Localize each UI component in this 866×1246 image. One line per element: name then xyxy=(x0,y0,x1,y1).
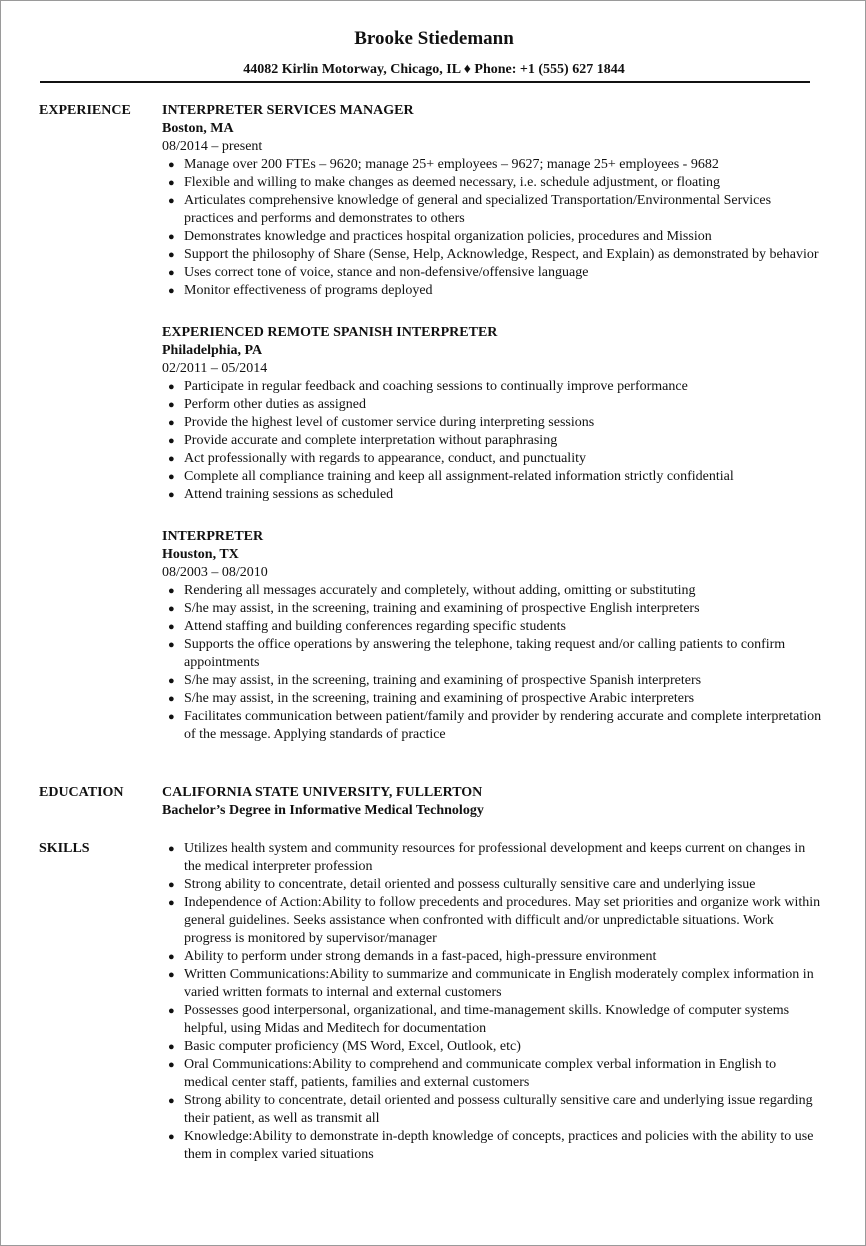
bullet-icon: ● xyxy=(168,435,175,447)
bullet-icon: ● xyxy=(168,417,175,429)
bullet-icon: ● xyxy=(168,951,175,963)
bullet-text: Support the philosophy of Share (Sense, Help, Acknowledge, Respect, and Explain) as demonstrated by behavior xyxy=(184,247,819,262)
bullet-icon: ● xyxy=(168,285,175,297)
bullet-text: Manage over 200 FTEs – 9620; manage 25+ employees – 9627; manage 25+ employees - 9682 xyxy=(184,157,719,172)
bullet-text: Strong ability to concentrate, detail oriented and possess culturally sensitive care and underlying issue xyxy=(184,877,756,892)
bullet-item xyxy=(162,1092,822,1128)
bullet-text: Oral Communications:Ability to comprehend and communicate complex verbal information in English to medical center staff, patients, families and external customers xyxy=(184,1057,777,1090)
bullet-item xyxy=(162,618,822,636)
bullet-item xyxy=(162,636,822,672)
bullet-icon: ● xyxy=(168,621,175,633)
bullet-item xyxy=(162,228,822,246)
bullet-icon: ● xyxy=(168,177,175,189)
bullet-icon: ● xyxy=(168,453,175,465)
experience-body xyxy=(162,102,822,768)
experience-heading: EXPERIENCE xyxy=(39,103,131,118)
bullet-item xyxy=(162,156,822,174)
bullet-icon: ● xyxy=(168,231,175,243)
job-title: INTERPRETER xyxy=(162,529,264,544)
bullet-item xyxy=(162,1002,822,1038)
bullet-icon: ● xyxy=(168,399,175,411)
bullet-item xyxy=(162,264,822,282)
bullet-item xyxy=(162,948,822,966)
bullet-icon: ● xyxy=(168,603,175,615)
bullet-text: Facilitates communication between patient/family and provider by rendering accurate and complete interpretation of the message. Applying standards of practice xyxy=(184,709,822,742)
job-location: Houston, TX xyxy=(162,547,239,562)
bullet-icon: ● xyxy=(168,267,175,279)
bullet-item xyxy=(162,396,822,414)
bullet-item xyxy=(162,966,822,1002)
bullet-text: Basic computer proficiency (MS Word, Excel, Outlook, etc) xyxy=(184,1039,521,1054)
bullet-item xyxy=(162,414,822,432)
bullet-item xyxy=(162,708,822,744)
bullet-icon: ● xyxy=(168,585,175,597)
bullet-item xyxy=(162,174,822,192)
bullet-item xyxy=(162,468,822,486)
bullet-icon: ● xyxy=(168,879,175,891)
bullet-item xyxy=(162,1056,822,1092)
bullet-item xyxy=(162,840,822,876)
bullet-text: S/he may assist, in the screening, training and examining of prospective English interpreters xyxy=(184,601,700,616)
bullet-icon: ● xyxy=(168,159,175,171)
bullet-icon: ● xyxy=(168,639,175,651)
job-dates: 02/2011 – 05/2014 xyxy=(162,361,268,376)
job-location: Philadelphia, PA xyxy=(162,343,263,358)
bullet-icon: ● xyxy=(168,489,175,501)
skills-bullets xyxy=(162,840,822,1164)
candidate-name: Brooke Stiedemann xyxy=(354,28,514,49)
bullet-text: Uses correct tone of voice, stance and non-defensive/offensive language xyxy=(184,265,589,280)
bullet-text: Independence of Action:Ability to follow precedents and procedures. May set priorities and organize work within general guidelines. Seeks assistance when confronted with difficult and/or unpredictable situations. Work progress is monitored by supervisor/manager xyxy=(184,895,821,946)
bullet-item xyxy=(162,1038,822,1056)
bullet-item xyxy=(162,282,822,300)
bullet-item xyxy=(162,450,822,468)
job-title: INTERPRETER SERVICES MANAGER xyxy=(162,103,414,118)
bullet-icon: ● xyxy=(168,1059,175,1071)
bullet-text: Participate in regular feedback and coaching sessions to continually improve performance xyxy=(184,379,688,394)
bullet-item xyxy=(162,246,822,264)
bullet-icon: ● xyxy=(168,969,175,981)
bullet-text: Utilizes health system and community resources for professional development and keeps current on changes in the medical interpreter profession xyxy=(184,841,806,874)
bullet-text: Perform other duties as assigned xyxy=(184,397,366,412)
job-entry xyxy=(162,324,822,504)
bullet-icon: ● xyxy=(168,471,175,483)
bullet-text: Ability to perform under strong demands in a fast-paced, high-pressure environment xyxy=(184,949,657,964)
bullet-icon: ● xyxy=(168,675,175,687)
bullet-text: Attend training sessions as scheduled xyxy=(184,487,394,502)
bullet-item xyxy=(162,378,822,396)
bullet-icon: ● xyxy=(168,693,175,705)
bullet-text: Provide the highest level of customer service during interpreting sessions xyxy=(184,415,595,430)
bullet-text: Monitor effectiveness of programs deployed xyxy=(184,283,433,298)
bullet-text: Provide accurate and complete interpretation without paraphrasing xyxy=(184,433,558,448)
bullet-icon: ● xyxy=(168,195,175,207)
skills-heading: SKILLS xyxy=(39,841,90,856)
skills-body xyxy=(162,840,822,1164)
bullet-text: Possesses good interpersonal, organizational, and time-management skills. Knowledge of computer systems helpful, using Midas and Meditech for documentation xyxy=(184,1003,790,1036)
bullet-text: Rendering all messages accurately and completely, without adding, omitting or substituting xyxy=(184,583,696,598)
bullet-text: Articulates comprehensive knowledge of general and specialized Transportation/Environmental Services practices and performs and demonstrates to others xyxy=(184,193,772,226)
bullet-item xyxy=(162,600,822,618)
job-location: Boston, MA xyxy=(162,121,234,136)
bullet-icon: ● xyxy=(168,249,175,261)
education-heading: EDUCATION xyxy=(39,785,124,800)
bullet-text: Strong ability to concentrate, detail oriented and possess culturally sensitive care and underlying issue regarding their patient, as well as transmit all xyxy=(184,1093,813,1126)
bullet-text: Knowledge:Ability to demonstrate in-depth knowledge of concepts, practices and policies with the ability to use them in complex varied situations xyxy=(184,1129,814,1162)
job-dates: 08/2003 – 08/2010 xyxy=(162,565,268,580)
bullet-text: Attend staffing and building conferences regarding specific students xyxy=(184,619,566,634)
contact-line: 44082 Kirlin Motorway, Chicago, IL ♦ Phone: +1 (555) 627 1844 xyxy=(243,62,625,77)
bullet-icon: ● xyxy=(168,711,175,723)
bullet-item xyxy=(162,582,822,600)
job-entry xyxy=(162,528,822,744)
bullet-icon: ● xyxy=(168,1131,175,1143)
bullet-item xyxy=(162,894,822,948)
bullet-text: Supports the office operations by answering the telephone, taking request and/or calling patients to confirm appointments xyxy=(184,637,786,670)
bullet-text: Act professionally with regards to appearance, conduct, and punctuality xyxy=(184,451,586,466)
bullet-item xyxy=(162,486,822,504)
education-degree: Bachelor’s Degree in Informative Medical Technology xyxy=(162,803,484,818)
bullet-item xyxy=(162,192,822,228)
job-dates: 08/2014 – present xyxy=(162,139,263,154)
education-school: CALIFORNIA STATE UNIVERSITY, FULLERTON xyxy=(162,785,483,800)
bullet-text: S/he may assist, in the screening, training and examining of prospective Spanish interpreters xyxy=(184,673,702,688)
bullet-text: Demonstrates knowledge and practices hospital organization policies, procedures and Mission xyxy=(184,229,712,244)
bullet-text: Written Communications:Ability to summarize and communicate in English moderately complex information in varied written formats to internal and external customers xyxy=(184,967,814,1000)
bullet-icon: ● xyxy=(168,381,175,393)
bullet-text: Complete all compliance training and keep all assignment-related information strictly confidential xyxy=(184,469,734,484)
bullet-item xyxy=(162,876,822,894)
header-divider xyxy=(40,81,810,83)
bullet-icon: ● xyxy=(168,1005,175,1017)
bullet-item xyxy=(162,1128,822,1164)
bullet-icon: ● xyxy=(168,897,175,909)
education-body xyxy=(162,784,822,820)
bullet-item xyxy=(162,672,822,690)
bullet-item xyxy=(162,432,822,450)
bullet-text: Flexible and willing to make changes as deemed necessary, i.e. schedule adjustment, or floating xyxy=(184,175,720,190)
job-bullets xyxy=(162,156,822,300)
bullet-text: S/he may assist, in the screening, training and examining of prospective Arabic interpreters xyxy=(184,691,695,706)
bullet-icon: ● xyxy=(168,843,175,855)
job-bullets xyxy=(162,378,822,504)
bullet-item xyxy=(162,690,822,708)
job-bullets xyxy=(162,582,822,744)
job-title: EXPERIENCED REMOTE SPANISH INTERPRETER xyxy=(162,325,498,340)
job-entry xyxy=(162,102,822,300)
bullet-icon: ● xyxy=(168,1041,175,1053)
bullet-icon: ● xyxy=(168,1095,175,1107)
